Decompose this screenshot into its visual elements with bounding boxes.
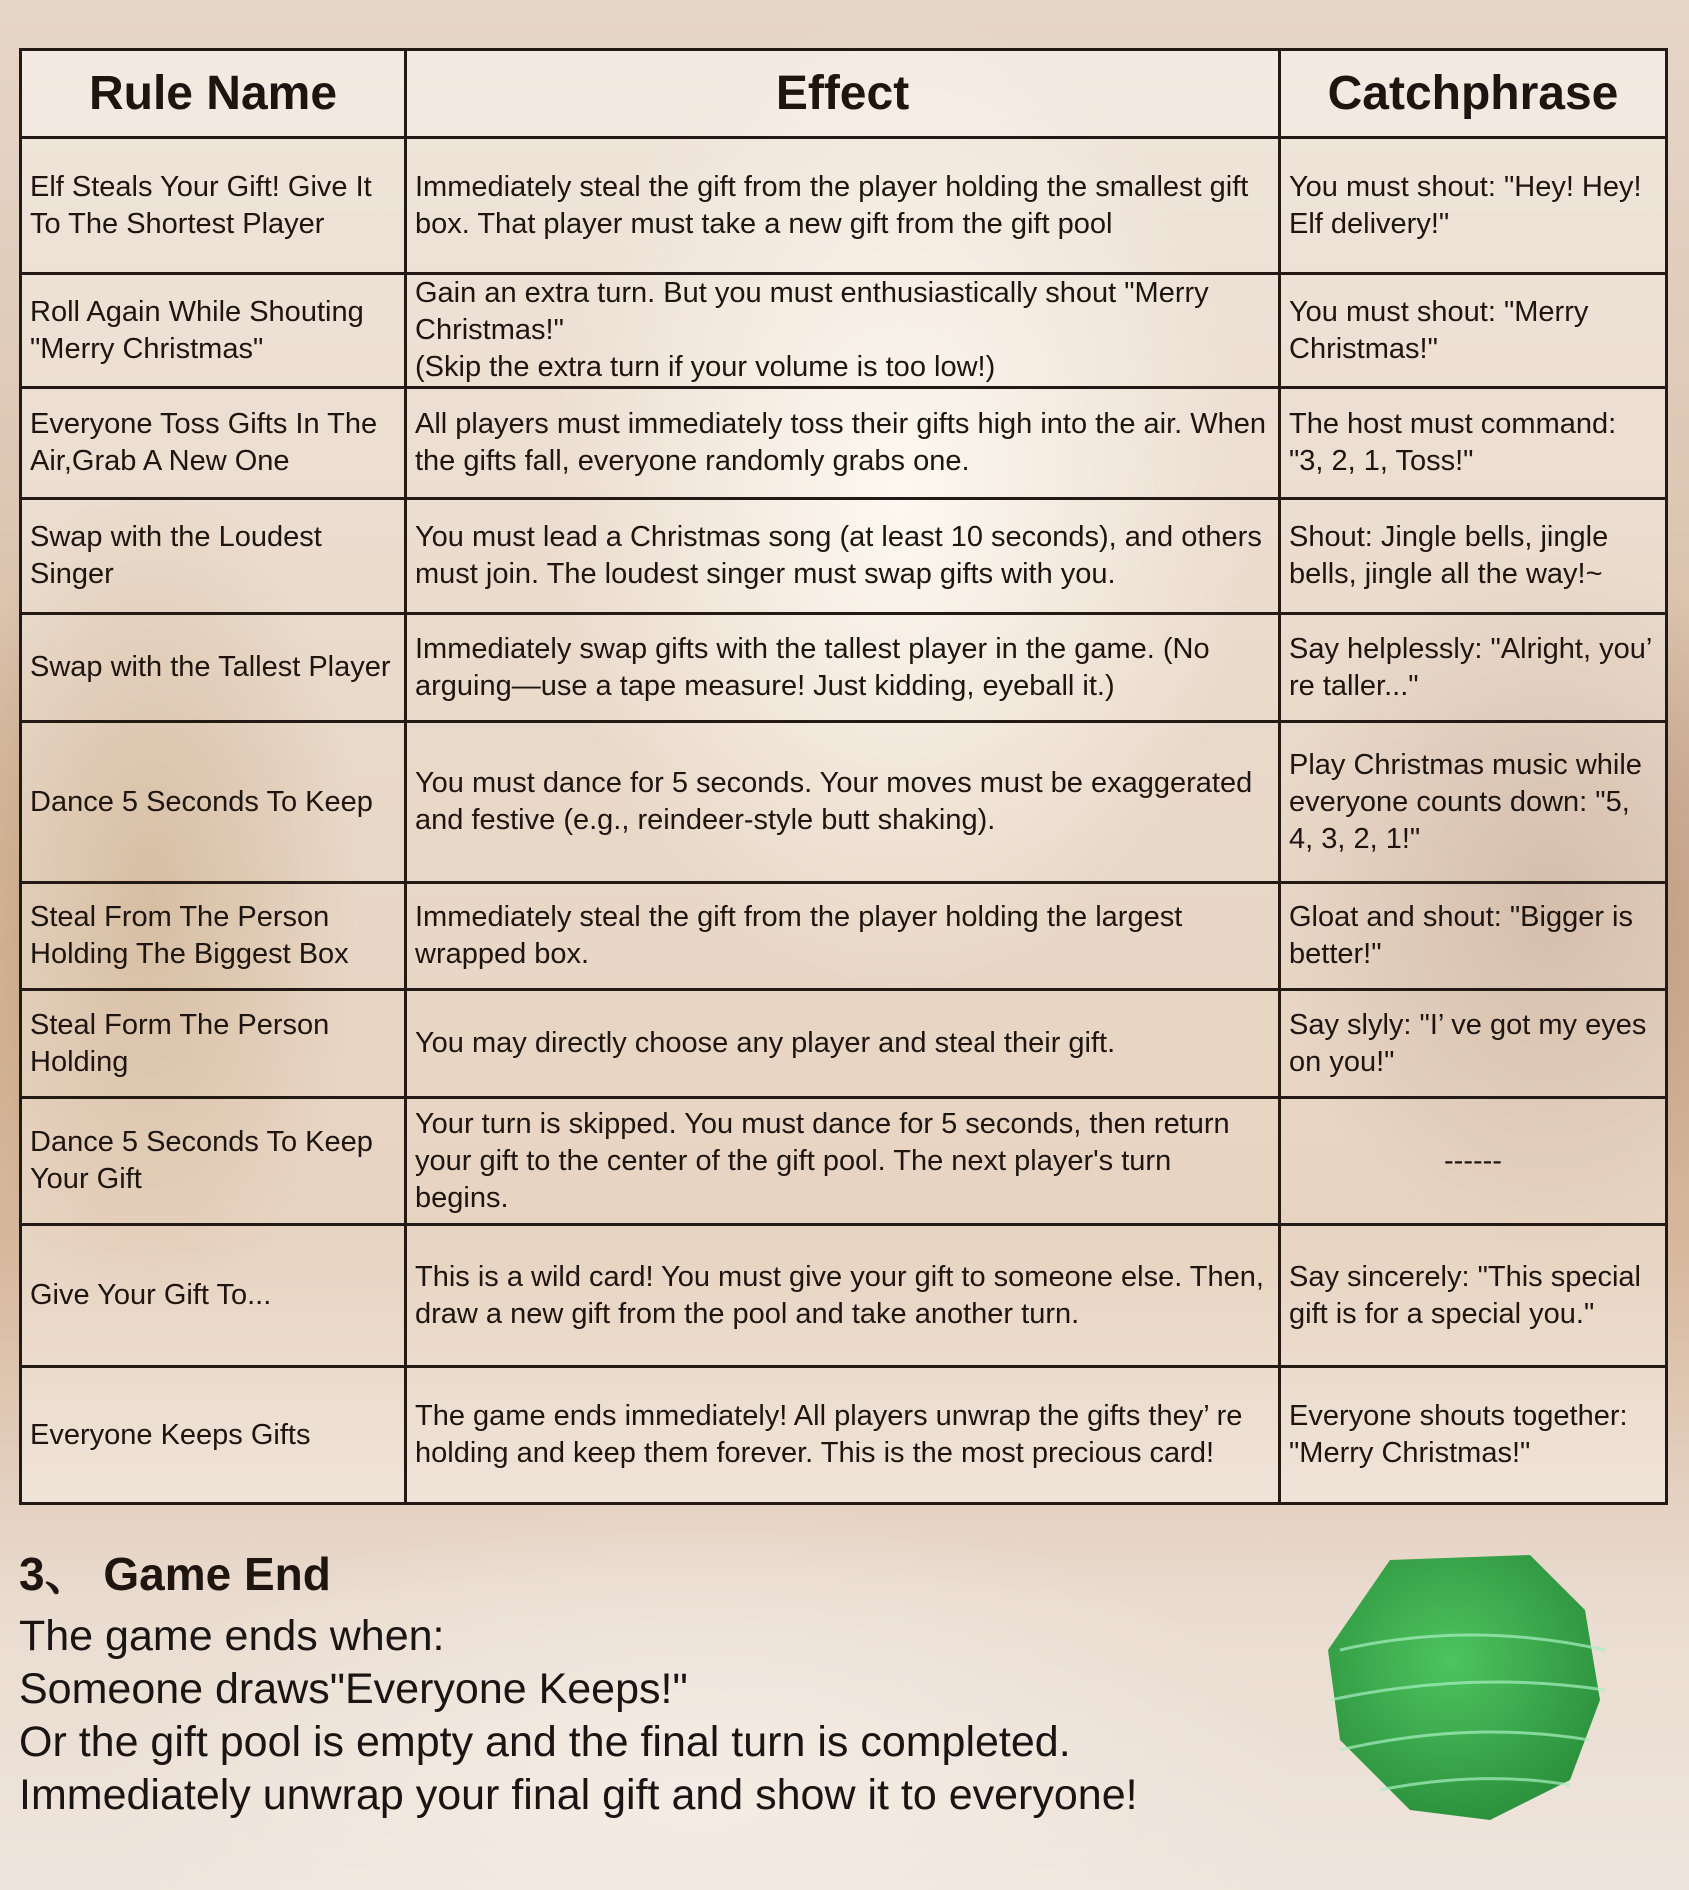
rule-name-cell: Swap with the Loudest Singer (21, 499, 406, 614)
game-end-line: Someone draws"Everyone Keeps!" (19, 1665, 688, 1713)
rule-name-cell: Everyone Keeps Gifts (21, 1367, 406, 1504)
catchphrase-cell: Everyone shouts together: "Merry Christmas!" (1280, 1367, 1667, 1504)
rule-name-cell: Roll Again While Shouting "Merry Christmas" (21, 274, 406, 388)
catchphrase-cell: ------ (1280, 1098, 1667, 1225)
table-row (21, 388, 1667, 499)
effect-cell: Immediately swap gifts with the tallest player in the game. (No arguing—use a tape measure! Just kidding, eyeball it.) (406, 614, 1280, 722)
header-catchphrase: Catchphrase (1280, 50, 1667, 138)
effect-cell: Immediately steal the gift from the player holding the smallest gift box. That player must take a new gift from the gift pool (406, 138, 1280, 274)
catchphrase-cell: Shout: Jingle bells, jingle bells, jingle all the way!~ (1280, 499, 1667, 614)
catchphrase-cell: Say helplessly: "Alright, you’ re taller..." (1280, 614, 1667, 722)
table-row (21, 1098, 1667, 1225)
effect-cell: Gain an extra turn. But you must enthusiastically shout "Merry Christmas!" (Skip the extra turn if your volume is too low!) (406, 274, 1280, 388)
effect-cell: Immediately steal the gift from the player holding the largest wrapped box. (406, 883, 1280, 990)
effect-cell: You may directly choose any player and steal their gift. (406, 990, 1280, 1098)
header-effect: Effect (406, 50, 1280, 138)
table-header-row (21, 50, 1667, 138)
rule-name-cell: Elf Steals Your Gift! Give It To The Shortest Player (21, 138, 406, 274)
rule-name-cell: Steal Form The Person Holding (21, 990, 406, 1098)
effect-cell: This is a wild card! You must give your gift to someone else. Then, draw a new gift from the pool and take another turn. (406, 1225, 1280, 1367)
table-row (21, 499, 1667, 614)
header-rule-name: Rule Name (21, 50, 406, 138)
green-ornament-icon (1320, 1540, 1620, 1825)
catchphrase-cell: Say sincerely: "This special gift is for a special you." (1280, 1225, 1667, 1367)
table-row (21, 614, 1667, 722)
table-row (21, 274, 1667, 388)
catchphrase-cell: You must shout: "Hey! Hey! Elf delivery!" (1280, 138, 1667, 274)
rule-name-cell: Steal From The Person Holding The Biggest Box (21, 883, 406, 990)
effect-cell: You must lead a Christmas song (at least 10 seconds), and others must join. The loudest singer must swap gifts with you. (406, 499, 1280, 614)
rules-table (19, 48, 1668, 1505)
game-end-line: Immediately unwrap your final gift and show it to everyone! (19, 1771, 1138, 1819)
table-row (21, 1225, 1667, 1367)
game-end-title: 3、 Game End (19, 1548, 331, 1600)
rule-name-cell: Swap with the Tallest Player (21, 614, 406, 722)
table-row (21, 722, 1667, 883)
catchphrase-cell: Say slyly: "I’ ve got my eyes on you!" (1280, 990, 1667, 1098)
table-row (21, 990, 1667, 1098)
catchphrase-cell: Gloat and shout: "Bigger is better!" (1280, 883, 1667, 990)
effect-cell: The game ends immediately! All players unwrap the gifts they’ re holding and keep them forever. This is the most precious card! (406, 1367, 1280, 1504)
catchphrase-cell: Play Christmas music while everyone counts down: "5, 4, 3, 2, 1!" (1280, 722, 1667, 883)
effect-cell: All players must immediately toss their gifts high into the air. When the gifts fall, everyone randomly grabs one. (406, 388, 1280, 499)
rule-name-cell: Everyone Toss Gifts In The Air,Grab A New One (21, 388, 406, 499)
table-row (21, 1367, 1667, 1504)
effect-cell: Your turn is skipped. You must dance for 5 seconds, then return your gift to the center of the gift pool. The next player's turn begins. (406, 1098, 1280, 1225)
game-end-line: The game ends when: (19, 1612, 445, 1660)
game-end-text (19, 1610, 1138, 1822)
effect-cell: You must dance for 5 seconds. Your moves must be exaggerated and festive (e.g., reindeer-style butt shaking). (406, 722, 1280, 883)
game-end-line: Or the gift pool is empty and the final turn is completed. (19, 1718, 1071, 1766)
rule-name-cell: Give Your Gift To... (21, 1225, 406, 1367)
table-row (21, 138, 1667, 274)
rule-name-cell: Dance 5 Seconds To Keep Your Gift (21, 1098, 406, 1225)
table-row (21, 883, 1667, 990)
catchphrase-cell: You must shout: "Merry Christmas!" (1280, 274, 1667, 388)
catchphrase-cell: The host must command: "3, 2, 1, Toss!" (1280, 388, 1667, 499)
rule-name-cell: Dance 5 Seconds To Keep (21, 722, 406, 883)
